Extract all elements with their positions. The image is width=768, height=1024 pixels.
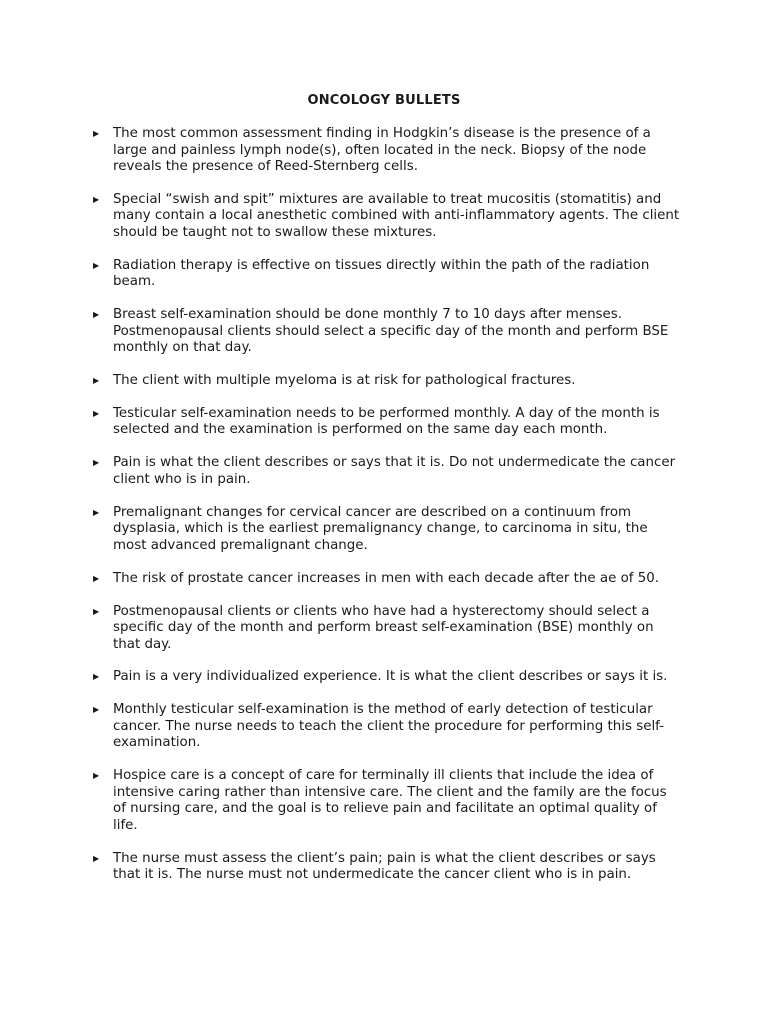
bullet-arrow-icon: ▶	[93, 310, 100, 320]
bullet-arrow-icon: ▶	[93, 458, 100, 468]
bullet-text: Testicular self-examination needs to be performed monthly. A day of the month is selected and the examination is performed on the same day each month.	[113, 405, 660, 438]
list-item	[93, 307, 683, 357]
bullet-text: The client with multiple myeloma is at risk for pathological fractures.	[113, 373, 576, 389]
list-item	[93, 702, 683, 752]
bullet-arrow-icon: ▶	[93, 194, 100, 204]
list-item	[93, 768, 683, 834]
bullet-arrow-icon: ▶	[93, 376, 100, 386]
bullet-arrow-icon: ▶	[93, 507, 100, 517]
page-title: ONCOLOGY BULLETS	[307, 93, 461, 108]
bullet-text: Premalignant changes for cervical cancer are described on a continuum from dysplasia, which is the earliest premalignancy change, to carcinoma in situ, the most advanced premalignant change.	[113, 504, 648, 553]
bullet-text: Special “swish and spit” mixtures are available to treat mucositis (stomatitis) and many contain a local anesthetic combined with anti-inflammatory agents. The client should be taught not to swallow these mixtures.	[113, 191, 680, 240]
bullet-arrow-icon: ▶	[93, 672, 100, 682]
bullet-text: Pain is what the client describes or says that it is. Do not undermedicate the cancer client who is in pain.	[113, 455, 676, 487]
list-item	[93, 669, 683, 686]
list-item	[93, 505, 683, 555]
list-item	[93, 604, 683, 654]
bullet-text: Monthly testicular self-examination is the method of early detection of testicular cancer. The nurse needs to teach the client the procedure for performing this self-examination.	[113, 702, 664, 751]
bullet-arrow-icon: ▶	[93, 771, 100, 781]
list-item	[93, 192, 683, 242]
bullet-text: Radiation therapy is effective on tissues directly within the path of the radiation beam.	[113, 257, 650, 290]
bullet-arrow-icon: ▶	[93, 260, 100, 270]
list-item	[93, 373, 683, 390]
bullet-arrow-icon: ▶	[93, 705, 100, 715]
list-item	[93, 455, 683, 488]
list-item	[93, 406, 683, 439]
list-item	[93, 126, 683, 176]
bullet-text: The nurse must assess the client’s pain; pain is what the client describes or says that it is. The nurse must not undermedicate the cancer client who is in pain.	[113, 850, 656, 883]
list-item	[93, 258, 683, 291]
bullet-text: Hospice care is a concept of care for terminally ill clients that include the idea of intensive caring rather than intensive care. The client and the family are the focus of nursing care, and the goal is to relieve pain and facilitate an optimal quality of life.	[113, 768, 667, 833]
bullet-arrow-icon: ▶	[93, 129, 100, 138]
bullet-text: The risk of prostate cancer increases in men with each decade after the ae of 50.	[113, 570, 660, 586]
bullet-arrow-icon: ▶	[93, 408, 100, 418]
bullet-arrow-icon: ▶	[93, 573, 100, 583]
bullet-arrow-icon: ▶	[93, 853, 100, 863]
list-item	[93, 851, 683, 884]
bullet-text: Postmenopausal clients or clients who have had a hysterectomy should select a specific day of the month and perform breast self-examination (BSE) monthly on that day.	[113, 603, 654, 652]
bullet-text: The most common assessment finding in Hodgkin’s disease is the presence of a large and painless lymph node(s), often located in the neck. Biopsy of the node reveals the presence of Reed-Sternberg cells.	[113, 126, 651, 174]
list-item	[93, 571, 683, 588]
bullet-arrow-icon: ▶	[93, 606, 100, 616]
bullet-list	[93, 126, 683, 900]
bullet-text: Breast self-examination should be done monthly 7 to 10 days after menses. Postmenopausal clients should select a specific day of the month and perform BSE monthly on that day.	[113, 307, 669, 356]
bullet-text: Pain is a very individualized experience. It is what the client describes or says it is.	[113, 669, 668, 685]
